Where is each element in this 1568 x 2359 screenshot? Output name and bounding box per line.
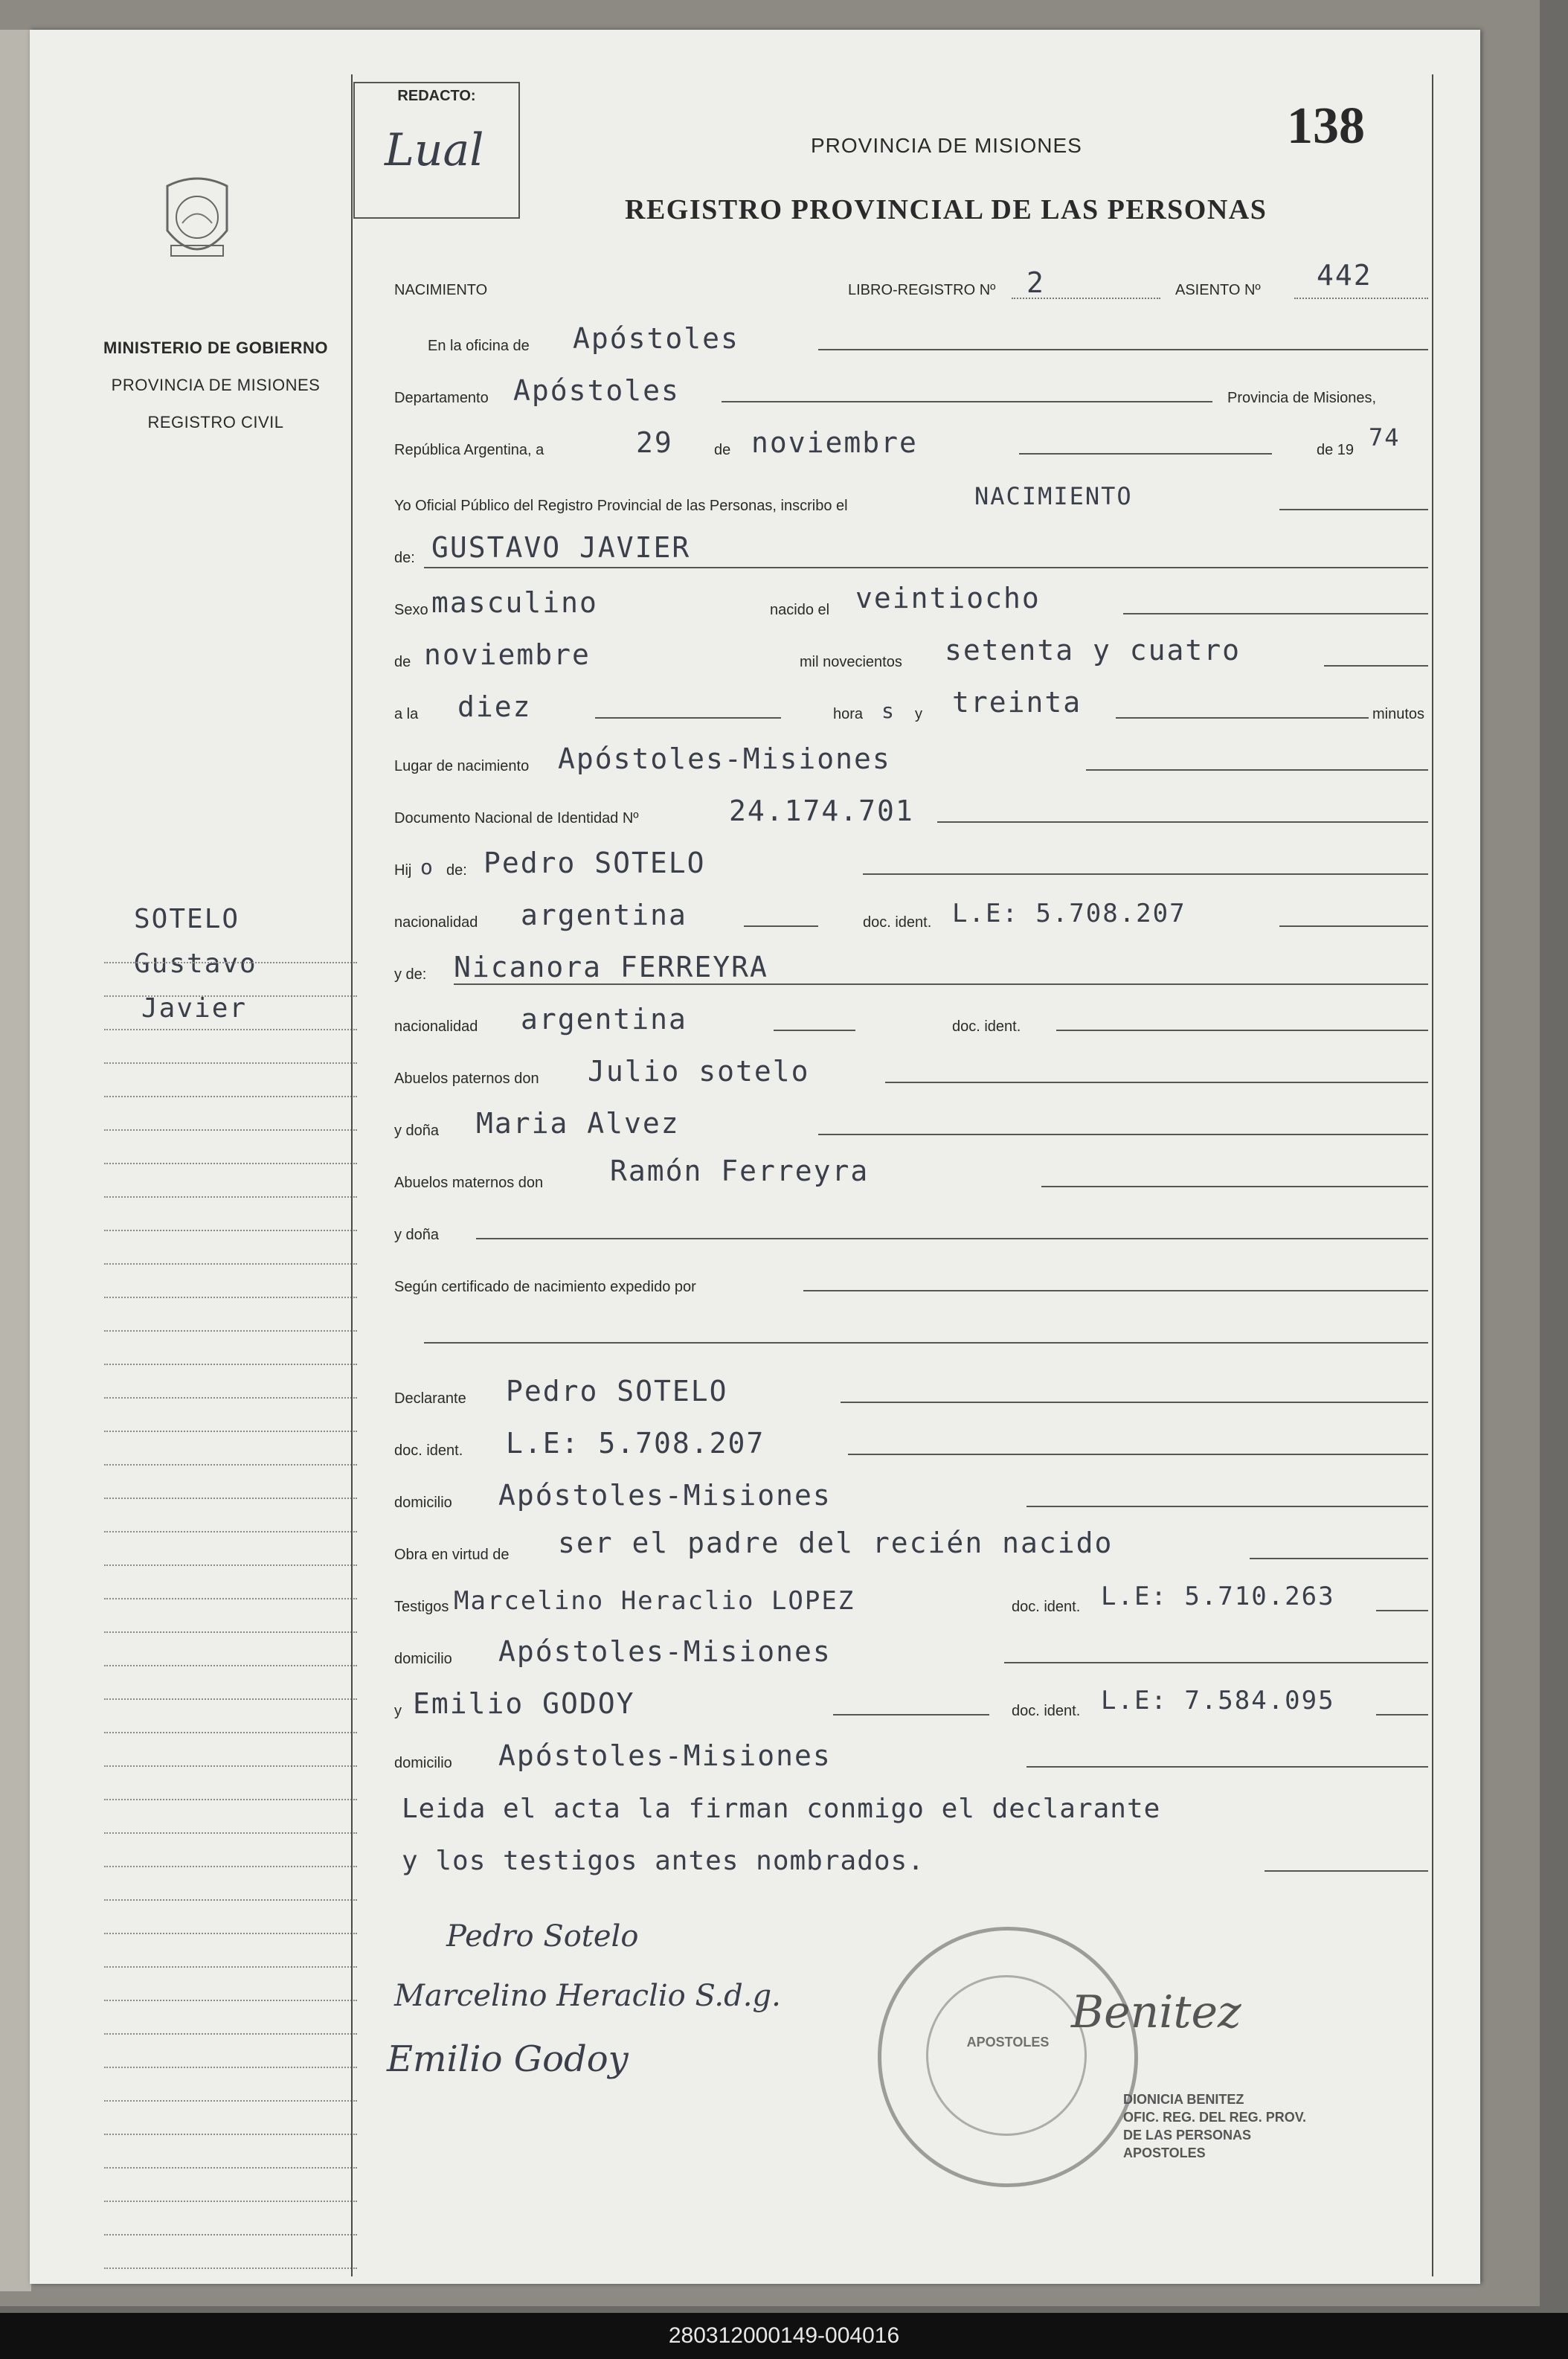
decl-docident-label: doc. ident. (394, 1442, 463, 1459)
row-testigo2 (372, 1681, 1443, 1726)
tipo-value: NACIMIENTO (974, 482, 1133, 510)
madre-nac-label: nacionalidad (394, 1018, 478, 1035)
testigo1-dom-value: Apóstoles-Misiones (498, 1635, 832, 1668)
image-id: 280312000149-004016 (668, 2323, 900, 2348)
row-libro (372, 260, 1443, 305)
official-title: OFIC. REG. DEL REG. PROV. (1123, 2110, 1307, 2125)
row-fecha (372, 420, 1443, 465)
row-madre-nac (372, 997, 1443, 1042)
margin-surname: SOTELO (134, 904, 240, 934)
signature-testigo2: Emilio Godoy (387, 2038, 629, 2080)
oficina-value: Apóstoles (573, 322, 739, 355)
horas-label: hora (833, 706, 864, 722)
nombre-value: GUSTAVO JAVIER (431, 531, 691, 564)
anio-nac-value: setenta y cuatro (945, 634, 1241, 667)
row-dni (372, 789, 1443, 833)
margin-firstname: Gustavo (134, 949, 257, 979)
cierre-line-1: Leida el acta la firman conmigo el declarante (402, 1794, 1161, 1824)
abuelos-pat-label: Abuelos paternos don (394, 1071, 539, 1087)
row-inscribo (372, 476, 1443, 521)
padre-doc-value: L.E: 5.708.207 (952, 899, 1186, 928)
oficina-label: En la oficina de (428, 338, 530, 354)
testigo1-doc-value: L.E: 5.710.263 (1101, 1582, 1335, 1611)
republica-label: República Argentina, a (394, 442, 544, 458)
dni-label: Documento Nacional de Identidad Nº (394, 810, 639, 827)
nacido-label: nacido el (770, 602, 830, 618)
row-departamento (372, 368, 1443, 413)
horas-suffix: s (881, 699, 896, 723)
signature-official: Benitez (1071, 1986, 1241, 2038)
departamento-label: Departamento (394, 390, 489, 406)
row-certificado (372, 1257, 1443, 1302)
anio-label: de 19 (1317, 442, 1355, 458)
yde-label: y de: (394, 966, 427, 983)
page-number: 138 (1287, 97, 1365, 155)
abuela-pat-label: y doña (394, 1123, 440, 1139)
row-obra (372, 1525, 1443, 1570)
ala-label: a la (394, 706, 419, 722)
stamp-text: APOSTOLES (966, 2035, 1050, 2050)
registry-title: REGISTRO PROVINCIAL DE LAS PERSONAS (625, 194, 1267, 225)
nacido-value: veintiocho (855, 582, 1041, 614)
mes-value: noviembre (751, 426, 918, 459)
dia-value: 29 (636, 426, 673, 459)
hijo-label: Hij (394, 862, 412, 879)
testigos-label: Testigos (394, 1599, 449, 1615)
departamento-value: Apóstoles (513, 374, 680, 407)
redacto-label: REDACTO: (397, 88, 476, 104)
hijo-suffix: o (420, 855, 434, 879)
official-signature-block (1123, 2090, 1306, 2162)
asiento-value: 442 (1317, 259, 1372, 292)
de-label: de (714, 442, 731, 458)
provincia-label: Provincia de Misiones, (1227, 390, 1377, 406)
margin-ruled-lines (104, 930, 357, 2269)
image-id-bar (0, 2313, 1568, 2359)
province-title: PROVINCIA DE MISIONES (811, 134, 1082, 157)
hijo-de-label: de: (446, 862, 467, 879)
row-declarante (372, 1369, 1443, 1413)
de2-label: de (394, 654, 411, 670)
dni-value: 24.174.701 (729, 795, 914, 827)
row-oficina (372, 316, 1443, 361)
cierre-line-2: y los testigos antes nombrados. (402, 1846, 925, 1876)
book-spine (0, 30, 31, 2291)
y-label: y (915, 706, 922, 722)
row-abuela-mat (372, 1205, 1443, 1250)
padre-nac-label: nacionalidad (394, 914, 478, 931)
margin-middlename: Javier (141, 993, 248, 1024)
row-abuela-pat (372, 1101, 1443, 1146)
row-hijo (372, 841, 1443, 885)
row-decl-doc (372, 1421, 1443, 1466)
testigo1-value: Marcelino Heraclio LOPEZ (454, 1586, 855, 1616)
official-title-2: DE LAS PERSONAS (1123, 2128, 1252, 2143)
official-name: DIONICIA BENITEZ (1123, 2092, 1244, 2107)
row-testigo2-dom (372, 1733, 1443, 1778)
lugar-value: Apóstoles-Misiones (558, 742, 891, 775)
madre-value: Nicanora FERREYRA (454, 951, 768, 983)
row-padre-nac (372, 893, 1443, 937)
minutos-value: treinta (952, 686, 1082, 719)
sexo-value: masculino (431, 586, 598, 619)
certificado-label: Según certificado de nacimiento expedido por (394, 1279, 696, 1295)
testigo2-value: Emilio GODOY (413, 1687, 635, 1720)
row-testigo1 (372, 1577, 1443, 1622)
y-testigo-label: y (394, 1703, 402, 1719)
declarante-label: Declarante (394, 1390, 466, 1407)
row-testigo1-dom (372, 1629, 1443, 1674)
decl-dom-value: Apóstoles-Misiones (498, 1479, 832, 1512)
padre-nac-value: argentina (521, 899, 687, 931)
de-nombre-label: de: (394, 550, 415, 566)
left-margin (30, 30, 387, 2284)
sexo-label: Sexo (394, 602, 428, 618)
asiento-label: ASIENTO Nº (1175, 282, 1261, 298)
anio-value: 74 (1369, 423, 1401, 452)
madre-nac-value: argentina (521, 1003, 687, 1036)
row-cierre-1 (372, 1785, 1443, 1830)
libro-value: 2 (1026, 266, 1045, 299)
abuela-pat-value: Maria Alvez (476, 1107, 680, 1140)
abuelos-mat-label: Abuelos maternos don (394, 1175, 544, 1191)
lugar-label: Lugar de nacimiento (394, 758, 530, 774)
mil-label: mil novecientos (800, 654, 902, 670)
decl-dom-label: domicilio (394, 1495, 452, 1511)
testigo1-dom-label: domicilio (394, 1651, 452, 1667)
libro-label: LIBRO-REGISTRO Nº (848, 282, 996, 298)
ministry-label: MINISTERIO DE GOBIERNO (103, 338, 328, 357)
testigo2-dom-value: Apóstoles-Misiones (498, 1739, 832, 1772)
padre-docident-label: doc. ident. (863, 914, 932, 931)
provincial-seal-icon (156, 171, 238, 268)
column-divider (351, 74, 353, 2276)
mes-nac-value: noviembre (424, 638, 591, 671)
row-abuelo-mat (372, 1153, 1443, 1198)
row-abuelo-pat (372, 1049, 1443, 1094)
signature-testigo1: Marcelino Heraclio S.d.g. (394, 1979, 781, 2013)
decl-doc-value: L.E: 5.708.207 (506, 1427, 765, 1460)
testigo1-docident-label: doc. ident. (1012, 1599, 1081, 1615)
redacto-signature: Lual (385, 124, 484, 176)
row-nombre (372, 528, 1443, 573)
row-decl-dom (372, 1473, 1443, 1518)
registry-label: REGISTRO CIVIL (147, 413, 284, 431)
minutos-label: minutos (1372, 706, 1425, 722)
abuelo-pat-value: Julio sotelo (588, 1055, 810, 1088)
nacimiento-label: NACIMIENTO (394, 282, 488, 298)
official-office: APOSTOLES (1123, 2145, 1206, 2160)
obra-value: ser el padre del recién nacido (558, 1527, 1114, 1559)
signature-declarante: Pedro Sotelo (446, 1919, 639, 1954)
padre-value: Pedro SOTELO (483, 847, 706, 879)
row-certificado-2 (372, 1309, 1443, 1354)
row-sexo (372, 580, 1443, 625)
province-label: PROVINCIA DE MISIONES (111, 376, 321, 394)
row-cierre-2 (372, 1838, 1443, 1882)
madre-docident-label: doc. ident. (952, 1018, 1021, 1035)
row-mes-nac (372, 632, 1443, 677)
hora-value: diez (457, 690, 532, 723)
row-lugar (372, 736, 1443, 781)
abuelo-mat-value: Ramón Ferreyra (610, 1155, 870, 1187)
redacto-box (353, 82, 520, 219)
official-stamp (878, 1927, 1138, 2187)
declarante-value: Pedro SOTELO (506, 1375, 728, 1408)
row-hora (372, 684, 1443, 729)
testigo2-dom-label: domicilio (394, 1755, 452, 1771)
obra-label: Obra en virtud de (394, 1547, 510, 1563)
testigo2-doc-value: L.E: 7.584.095 (1101, 1686, 1335, 1716)
row-madre (372, 945, 1443, 989)
testigo2-docident-label: doc. ident. (1012, 1703, 1081, 1719)
abuela-mat-label: y doña (394, 1227, 440, 1243)
register-page (30, 30, 1480, 2284)
oficial-label: Yo Oficial Público del Registro Provincial de las Personas, inscribo el (394, 498, 848, 514)
